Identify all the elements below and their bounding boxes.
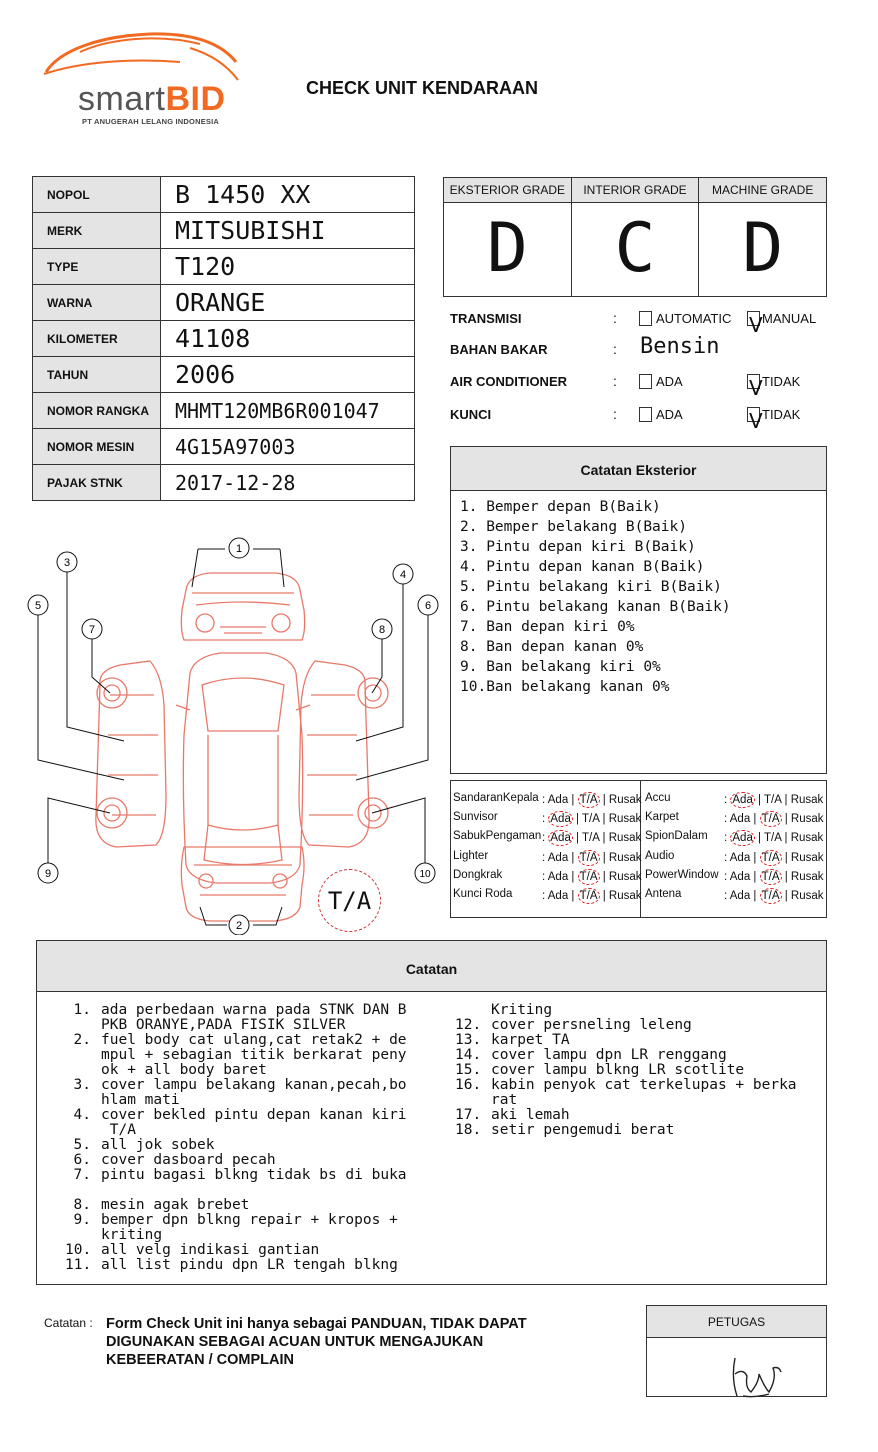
check-mark: V (749, 409, 763, 433)
ac-ada-checkbox[interactable] (639, 374, 652, 389)
automatic-option: AUTOMATIC (656, 311, 732, 326)
note-item (455, 1078, 825, 1108)
vehicle-row (33, 429, 415, 465)
accessory-option: T/A (579, 851, 598, 864)
damage-marker-8 (372, 619, 392, 639)
exterior-note-item: 7. Ban depan kiri 0% (460, 619, 635, 635)
vehicle-field-value: ORANGE (161, 285, 415, 321)
damage-marker-10 (415, 863, 435, 883)
note-item (455, 1033, 825, 1048)
note-number: 4. (73, 1107, 91, 1123)
accessory-option: T/A (761, 890, 780, 902)
note-text: cover persneling leleng (491, 1017, 692, 1033)
accessory-option: T/A (761, 813, 780, 826)
note-text: setir pengemudi berat (491, 1122, 675, 1138)
note-item (455, 1123, 825, 1138)
notes-right-column (455, 1003, 825, 1138)
accessory-status: : Ada | T/A | Rusak (542, 851, 642, 864)
accessory-name: SandaranKepala (453, 792, 539, 804)
vehicle-row (33, 249, 415, 285)
accessory-name: Lighter (453, 849, 489, 862)
vehicle-field-label: PAJAK STNK (33, 465, 161, 501)
note-text: fuel body cat ulang,cat retak2 + de mpul + sebagian titik berkarat peny ok + all body baret (101, 1032, 407, 1078)
grade-value: D (742, 209, 784, 288)
logo-text: smart (78, 80, 166, 118)
fuel-value: Bensin (640, 334, 720, 359)
accessory-option: T/A (761, 851, 780, 864)
exterior-notes-list (451, 491, 826, 697)
note-item (65, 1138, 465, 1153)
damage-marker-1 (229, 538, 249, 558)
note-item (65, 1078, 465, 1108)
exterior-notes-panel (450, 446, 827, 774)
accessory-name: Karpet (645, 811, 679, 824)
vehicle-info-table (32, 176, 415, 501)
vehicle-field-value: MHMT120MB6R001047 (161, 393, 415, 429)
grade-exterior (444, 178, 572, 296)
vehicle-field-label: NOMOR RANGKA (33, 393, 161, 429)
accessory-name: SabukPengaman (453, 830, 542, 843)
note-number: 18. (455, 1122, 482, 1138)
officer-box (646, 1305, 827, 1397)
exterior-note-item: 5. Pintu belakang kiri B(Baik) (460, 579, 722, 595)
note-number: 13. (455, 1032, 482, 1048)
accessory-option: Rusak (608, 813, 642, 826)
vehicle-field-value: MITSUBISHI (161, 213, 415, 249)
vehicle-field-value: 2006 (161, 357, 415, 393)
accessory-option: Ada (550, 832, 571, 845)
accessory-name: Dongkrak (453, 868, 503, 881)
damage-marker-4 (393, 564, 413, 584)
exterior-note-item: 9. Ban belakang kiri 0% (460, 659, 661, 675)
vehicle-field-label: NOMOR MESIN (33, 429, 161, 465)
accessory-option: Rusak (790, 832, 824, 845)
accessory-status: : Ada | T/A | Rusak (724, 870, 824, 883)
accessory-status: : Ada | T/A | Rusak (724, 813, 824, 826)
vehicle-field-label: TAHUN (33, 357, 161, 393)
note-number: 9. (73, 1212, 91, 1228)
accessory-option: T/A (579, 794, 598, 806)
accessory-name: Accu (645, 792, 671, 804)
bahan-bakar-label: BAHAN BAKAR (450, 342, 548, 357)
accessory-option: T/A (764, 794, 782, 806)
note-text: kabin penyok cat terkelupas + berka rat (491, 1077, 797, 1108)
notes-panel (36, 940, 827, 1285)
vehicle-field-value: T120 (161, 249, 415, 285)
colon: : (613, 373, 617, 389)
note-text: Kriting (491, 1002, 553, 1018)
accessory-name: Kunci Roda (453, 888, 513, 900)
grade-machine (699, 178, 826, 296)
exterior-note-item: 2. Bemper belakang B(Baik) (460, 519, 687, 535)
grade-label: INTERIOR GRADE (572, 178, 699, 203)
vehicle-row (33, 213, 415, 249)
marker-leaders (38, 549, 428, 925)
accessory-status: : Ada | T/A | Rusak (724, 794, 824, 806)
vehicle-field-value: 4G15A97003 (161, 429, 415, 465)
colon: : (613, 406, 617, 422)
vehicle-row (33, 177, 415, 213)
accessory-status: : Ada | T/A | Rusak (542, 870, 642, 883)
note-item (65, 1033, 465, 1078)
accessory-option: Rusak (790, 870, 824, 883)
vehicle-row (33, 465, 415, 501)
note-text: cover dasboard pecah (101, 1152, 276, 1168)
note-text: cover lampu belakang kanan,pecah,bo hlam mati (101, 1077, 407, 1108)
grade-label: EKSTERIOR GRADE (444, 178, 571, 203)
car-damage-diagram (20, 535, 445, 935)
logo-text-accent: BID (165, 80, 226, 118)
company-name: PT ANUGERAH LELANG INDONESIA (82, 117, 219, 126)
manual-option: MANUAL (762, 311, 817, 326)
accessory-option: Rusak (790, 794, 824, 806)
marker-number: 1 (235, 543, 243, 555)
accessory-option: Ada (732, 832, 753, 845)
note-text: bemper dpn blkng repair + kropos + kriting (101, 1212, 398, 1243)
note-number: 12. (455, 1017, 482, 1033)
note-text: karpet TA (491, 1032, 570, 1048)
marker-number: 2 (235, 920, 243, 932)
note-item (455, 1003, 825, 1018)
marker-number: 8 (378, 624, 386, 636)
note-item (65, 1108, 465, 1138)
note-number: 2. (73, 1032, 91, 1048)
ta-stamp: T/A (318, 869, 381, 932)
exterior-note-item: 10.Ban belakang kanan 0% (460, 679, 670, 695)
grade-label: MACHINE GRADE (699, 178, 826, 203)
exterior-note-item: 8. Ban depan kanan 0% (460, 639, 644, 655)
marker-number: 7 (88, 624, 96, 636)
damage-marker-2 (229, 915, 249, 935)
kunci-ada-option: ADA (656, 407, 683, 422)
car-swoosh-icon (40, 28, 245, 88)
kunci-ada-checkbox[interactable] (639, 407, 652, 422)
note-number: 16. (455, 1077, 482, 1093)
officer-label: PETUGAS (647, 1306, 826, 1338)
accessory-status: : Ada | T/A | Rusak (542, 794, 642, 806)
notes-left-column (65, 1003, 465, 1273)
vehicle-row (33, 357, 415, 393)
accessory-option: T/A (764, 832, 782, 845)
vehicle-field-value: 2017-12-28 (161, 465, 415, 501)
automatic-checkbox[interactable] (639, 311, 652, 326)
damage-marker-9 (38, 863, 58, 883)
exterior-note-item: 1. Bemper depan B(Baik) (460, 499, 661, 515)
note-item (455, 1063, 825, 1078)
accessory-name: Sunvisor (453, 811, 498, 824)
accessory-option: Ada (547, 851, 569, 864)
vehicle-field-value: B 1450 XX (161, 177, 415, 213)
marker-number: 6 (424, 600, 432, 612)
vehicle-row (33, 321, 415, 357)
footer-label: Catatan : (44, 1316, 93, 1330)
accessory-name: Audio (645, 849, 675, 862)
note-number: 3. (73, 1077, 91, 1093)
note-text: cover lampu dpn LR renggang (491, 1047, 727, 1063)
disclaimer-text: Form Check Unit ini hanya sebagai PANDUAN, TIDAK DAPAT DIGUNAKAN SEBAGAI ACUAN UNTUK MENGAJUKAN KEBEERATAN / COMPLAIN (106, 1316, 527, 1368)
marker-number: 3 (63, 557, 71, 569)
note-number: 7. (73, 1167, 91, 1183)
accessory-option: Ada (550, 813, 571, 826)
accessory-option: Ada (547, 890, 569, 902)
damage-marker-3 (57, 552, 77, 572)
note-text: all jok sobek (101, 1137, 215, 1153)
note-number (455, 1003, 491, 1018)
note-text: all list pindu dpn LR tengah blkng (101, 1257, 398, 1273)
exterior-note-item: 4. Pintu depan kanan B(Baik) (460, 559, 705, 575)
colon: : (613, 341, 617, 357)
accessory-name: Antena (645, 888, 682, 900)
accessory-name: SpionDalam (645, 830, 708, 843)
note-item (65, 1153, 465, 1168)
vehicle-field-label: WARNA (33, 285, 161, 321)
exterior-note-item: 6. Pintu belakang kanan B(Baik) (460, 599, 731, 615)
note-text: cover bekled pintu depan kanan kiri T/A (101, 1107, 407, 1138)
notes-title: Catatan (37, 941, 826, 992)
kunci-label: KUNCI (450, 407, 492, 422)
accessory-name: PowerWindow (645, 868, 719, 881)
note-text: all velg indikasi gantian (101, 1242, 320, 1258)
accessory-status: : Ada | T/A | Rusak (542, 890, 642, 902)
grade-value: D (486, 209, 528, 288)
accessory-option: T/A (579, 890, 598, 902)
transmisi-label: TRANSMISI (450, 311, 522, 326)
accessory-option: Ada (729, 890, 751, 902)
note-item (455, 1048, 825, 1063)
accessory-option: Rusak (608, 890, 642, 902)
marker-number: 9 (44, 868, 52, 880)
note-item (65, 1003, 465, 1033)
note-number: 5. (73, 1137, 91, 1153)
grade-value: C (614, 209, 656, 288)
colon: : (613, 310, 617, 326)
vehicle-row (33, 285, 415, 321)
accessory-option: T/A (761, 870, 780, 883)
vehicle-field-label: NOPOL (33, 177, 161, 213)
company-logo (40, 28, 245, 128)
marker-number: 10 (419, 869, 431, 880)
vehicle-field-label: KILOMETER (33, 321, 161, 357)
note-item (65, 1213, 465, 1243)
marker-number: 5 (34, 600, 42, 612)
note-number: 10. (65, 1242, 92, 1258)
accessory-option: Ada (729, 870, 751, 883)
accessory-option: Rusak (608, 832, 642, 845)
damage-marker-6 (418, 595, 438, 615)
note-text: mesin agak brebet (101, 1197, 250, 1213)
check-mark: V (749, 376, 763, 400)
ac-label: AIR CONDITIONER (450, 374, 567, 389)
note-item (65, 1258, 465, 1273)
note-number: 6. (73, 1152, 91, 1168)
accessory-option: Ada (729, 813, 751, 826)
damage-marker-5 (28, 595, 48, 615)
note-item (455, 1108, 825, 1123)
accessory-status: : Ada | T/A | Rusak (542, 813, 642, 826)
vehicle-row (33, 393, 415, 429)
officer-signature (647, 1338, 828, 1398)
check-mark: V (749, 313, 763, 337)
accessory-option: Rusak (790, 851, 824, 864)
note-text: aki lemah (491, 1107, 570, 1123)
document-title: CHECK UNIT KENDARAAN (306, 78, 538, 98)
ac-tidak-option: TIDAK (762, 374, 801, 389)
note-item (455, 1018, 825, 1033)
accessory-option: Ada (729, 851, 751, 864)
accessory-status: : Ada | T/A | Rusak (724, 851, 824, 864)
accessory-option: T/A (582, 813, 600, 826)
accessory-option: Rusak (608, 851, 642, 864)
accessory-option: T/A (579, 870, 598, 883)
marker-number: 4 (399, 569, 407, 581)
vehicle-field-value: 41108 (161, 321, 415, 357)
note-number: 17. (455, 1107, 482, 1123)
accessory-option: Rusak (790, 890, 824, 902)
accessory-option: T/A (582, 832, 600, 845)
note-item (65, 1198, 465, 1213)
vehicle-field-label: TYPE (33, 249, 161, 285)
accessory-option: Ada (547, 794, 569, 806)
note-number: 8. (73, 1197, 91, 1213)
note-number: 11. (65, 1257, 92, 1273)
grade-interior (572, 178, 700, 296)
accessory-option: Rusak (608, 794, 642, 806)
accessory-option: Rusak (790, 813, 824, 826)
grade-table (443, 177, 827, 297)
note-text: pintu bagasi blkng tidak bs di buka (101, 1167, 407, 1183)
note-number: 1. (73, 1002, 91, 1018)
note-text: cover lampu blkng LR scotlite (491, 1062, 745, 1078)
kunci-tidak-option: TIDAK (762, 407, 801, 422)
damage-markers (28, 538, 438, 935)
note-number: 14. (455, 1047, 482, 1063)
note-item (65, 1168, 465, 1198)
damage-marker-7 (82, 619, 102, 639)
accessory-status: : Ada | T/A | Rusak (542, 832, 642, 845)
exterior-note-item: 3. Pintu depan kiri B(Baik) (460, 539, 696, 555)
accessory-option: Ada (732, 794, 753, 806)
accessory-status: : Ada | T/A | Rusak (724, 832, 824, 845)
accessory-option: Ada (547, 870, 569, 883)
note-text: ada perbedaan warna pada STNK DAN B PKB ORANYE,PADA FISIK SILVER (101, 1002, 407, 1033)
accessory-option: Rusak (608, 870, 642, 883)
ac-ada-option: ADA (656, 374, 683, 389)
vehicle-field-label: MERK (33, 213, 161, 249)
exterior-notes-title: Catatan Eksterior (451, 447, 826, 491)
note-number: 15. (455, 1062, 482, 1078)
accessory-status: : Ada | T/A | Rusak (724, 890, 824, 902)
note-item (65, 1243, 465, 1258)
